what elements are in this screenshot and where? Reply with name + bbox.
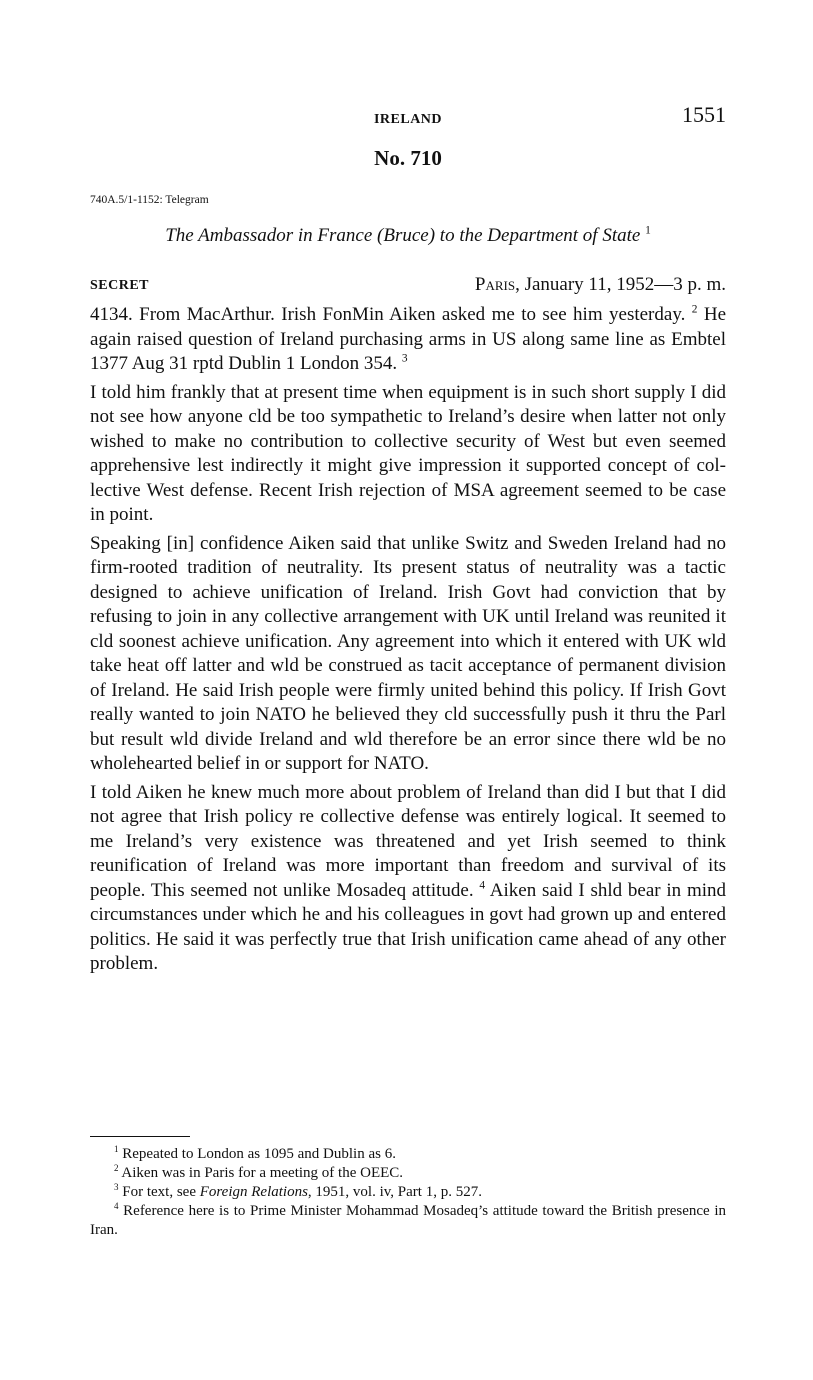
paragraph-1-text-a: 4134. From MacArthur. Irish FonMin Aiken asked me to see him yesterday. [90, 304, 686, 325]
footnote-4-text: Reference here is to Prime Minister Mohammad Mosadeq’s attitude toward the British presence in Iran. [90, 1203, 726, 1238]
page-number: 1551 [682, 102, 726, 127]
paragraph-2: I told him frankly that at present time when equipment is in such short supply I did not see how anyone cld be too sympathetic to Ireland’s desire when latter not only wished to make no contribution to collective security of West but even seemed apprehensive lest indirectly it might give impression it supported concept of collective West defense. Recent Irish rejection of MSA agreement seemed to be case in point. [90, 381, 726, 525]
paragraph-1 [90, 303, 726, 377]
paragraph-4-text-a: I told Aiken he knew much more about problem of Ireland than did I but that I did not agree that Irish policy re collective defense was entirely logical. It seemed to me Ireland’s very existence was threatened and yet Irish seemed to think reunification of Ireland was more important than freedom and survival of its people. This seemed not unlike Mosadeq attitude. [90, 781, 726, 901]
footnote-marker-4: 4 [479, 879, 486, 892]
footnote-3 [90, 1183, 726, 1202]
dateline-row [90, 274, 726, 300]
footnote-marker-3: 3 [401, 352, 408, 365]
footnote-1-text: Repeated to London as 1095 and Dublin as 6. [118, 1146, 396, 1162]
footnote-4 [90, 1202, 726, 1240]
document-title [90, 225, 726, 247]
footnote-marker-2: 2 [691, 303, 698, 316]
footnote-3-citation-title: Foreign Relations [199, 1184, 308, 1200]
classification-label: SECRET [90, 278, 150, 293]
paragraph-4 [90, 781, 726, 977]
footnote-2-text: Aiken was in Paris for a meeting of the OEEC. [118, 1165, 404, 1181]
footnote-3-number: 3 [114, 1182, 119, 1192]
footnote-1 [90, 1145, 726, 1164]
dateline [475, 274, 726, 296]
footnote-3-text-pre: For text, see [118, 1184, 200, 1200]
document-title-text: The Ambassador in France (Bruce) to the Department of State [165, 225, 641, 246]
running-head [90, 102, 726, 138]
dateline-date: , January 11, 1952—3 p. m. [515, 274, 726, 295]
section-name: IRELAND [373, 112, 443, 127]
footnote-1-number: 1 [114, 1144, 119, 1154]
paragraph-4-text-b: Aiken said I shld bear in mind circumstances under which he and his colleagues in govt had grown up and entered politics. He said it was perfectly true that Irish unification came ahead of any other problem. [90, 879, 726, 974]
paragraph-1-text-b: He again raised question of Ireland purchasing arms in US along same line as Embtel 1377 Aug 31 rptd Dublin 1 London 354. [90, 304, 727, 374]
document-number: No. 710 [374, 146, 442, 170]
footnote-2-number: 2 [114, 1163, 119, 1173]
footnotes [90, 1145, 726, 1240]
footnote-3-text-post: , 1951, vol. iv, Part 1, p. 527. [307, 1184, 482, 1200]
footnote-4-number: 4 [114, 1201, 119, 1211]
file-reference: 740A.5/1-1152: Telegram [90, 194, 209, 206]
paragraph-3: Speaking [in] confidence Aiken said that unlike Switz and Sweden Ireland had no firm-rooted tradition of neutrality. Its present status of neutrality was a tactic designed to achieve unification of Ireland. Irish Govt had conviction that by refusing to join in any collective arrangement with UK until Ireland was reunited it cld soonest achieve unification. Any agreement into which it entered with UK wld take heat off latter and wld be construed as tacit acceptance of permanent division of Ireland. He said Irish people were firmly united behind this policy. If Irish Govt really wanted to join NATO he believed they cld successfully push it thru the Parl but result wld divide Ireland and wld therefore be an error since there wld be no wholehearted belief in or support for NATO. [90, 532, 726, 774]
footnote-divider [90, 1136, 190, 1137]
footnote-marker-1: 1 [645, 224, 651, 237]
dateline-place: Paris [474, 274, 516, 295]
footnote-2 [90, 1164, 726, 1183]
telegram-body [90, 303, 726, 981]
